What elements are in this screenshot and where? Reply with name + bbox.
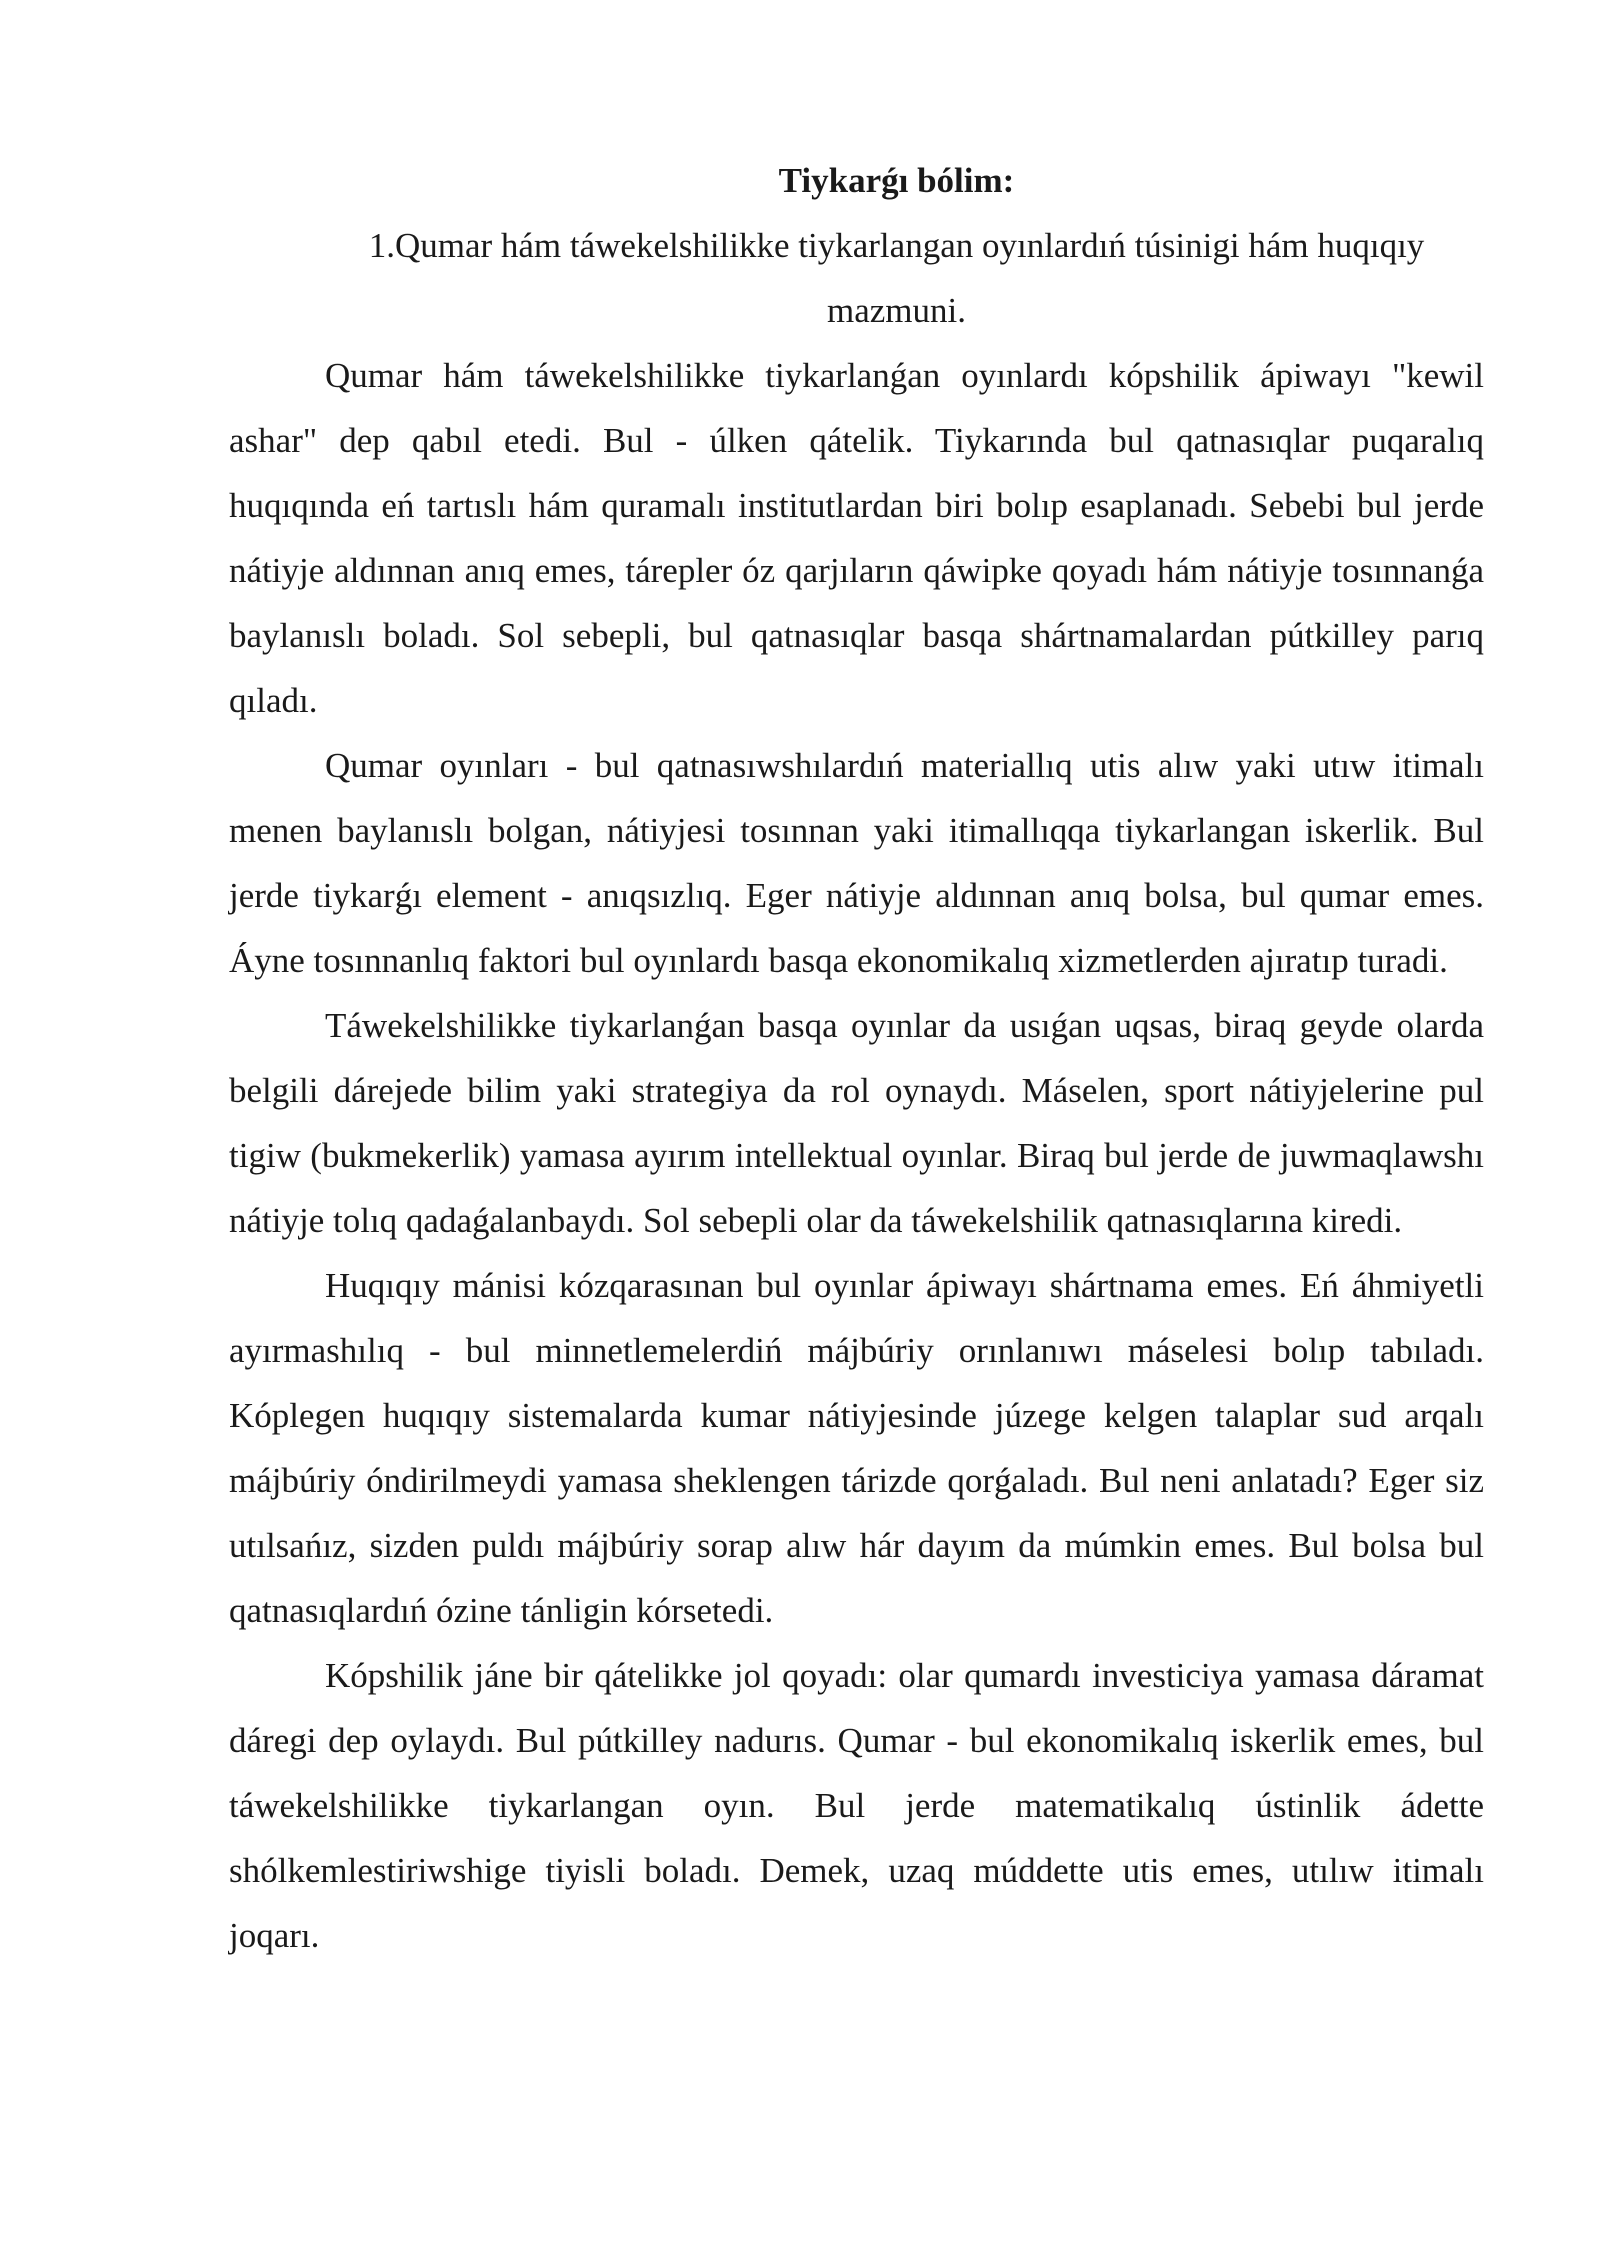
paragraph: Qumar hám táwekelshilikke tiykarlanǵan oyınlardı kópshilik ápiwayı "kewil ashar" dep qabıl etedi. Bul - úlken qátelik. Tiykarında bul qatnasıqlar puqaralıq huqıqında eń tartıslı hám quramalı institutlardan biri bolıp esaplanadı. Sebebi bul jerde nátiyje aldınnan anıq emes, tárepler óz qarjıların qáwipke qoyadı hám nátiyje tosınnanǵa baylanıslı boladı. Sol sebepli, bul qatnasıqlar basqa shártnamalardan pútkilley parıq qıladı. <box>229 356 1484 720</box>
document-body <box>229 148 1484 1968</box>
paragraph: Qumar oyınları - bul qatnasıwshılardıń materiallıq utis alıw yaki utıw itimalı menen baylanıslı bolgan, nátiyjesi tosınnan yaki itimallıqqa tiykarlangan iskerlik. Bul jerde tiykarǵı element - anıqsızlıq. Eger nátiyje aldınnan anıq bolsa, bul qumar emes. Áyne tosınnanlıq faktori bul oyınlardı basqa ekonomikalıq xizmetlerden ajıratıp turadi. <box>229 746 1484 980</box>
paragraph: Táwekelshilikke tiykarlanǵan basqa oyınlar da usıǵan uqsas, biraq geyde olarda belgili dárejede bilim yaki strategiya da rol oynaydı. Máselen, sport nátiyjelerine pul tigiw (bukmekerlik) yamasa ayırım intellektual oyınlar. Biraq bul jerde de juwmaqlawshı nátiyje tolıq qadaǵalanbaydı. Sol sebepli olar da táwekelshilik qatnasıqlarına kiredi. <box>229 1006 1484 1240</box>
subsection-title: 1.Qumar hám táwekelshilikke tiykarlangan oyınlardıń túsinigi hám huqıqıy mazmuni. <box>368 226 1425 330</box>
paragraph: Huqıqıy mánisi kózqarasınan bul oyınlar ápiwayı shártnama emes. Eń áhmiyetli ayırmashılıq - bul minnetlemelerdiń májbúriy orınlanıwı máselesi bolıp tabıladı. Kóplegen huqıqıy sistemalarda kumar nátiyjesinde júzege kelgen talaplar sud arqalı májbúriy óndirilmeydi yamasa sheklengen tárizde qorǵaladı. Bul neni anlatadı? Eger siz utılsańız, sizden puldı májbúriy sorap alıw hár dayım da múmkin emes. Bul bolsa bul qatnasıqlardıń ózine tánligin kórsetedi. <box>229 1266 1484 1630</box>
section-heading: Tiykarǵı bólim: <box>778 161 1015 200</box>
paragraph: Kópshilik jáne bir qátelikke jol qoyadı: olar qumardı investiciya yamasa dáramat dáregi dep oylaydı. Bul pútkilley nadurıs. Qumar - bul ekonomikalıq iskerlik emes, bul táwekelshilikke tiykarlangan oyın. Bul jerde matematikalıq ústinlik ádette shólkemlestiriwshige tiyisli boladı. Demek, uzaq múddette utis emes, utılıw itimalı joqarı. <box>229 1656 1484 1955</box>
